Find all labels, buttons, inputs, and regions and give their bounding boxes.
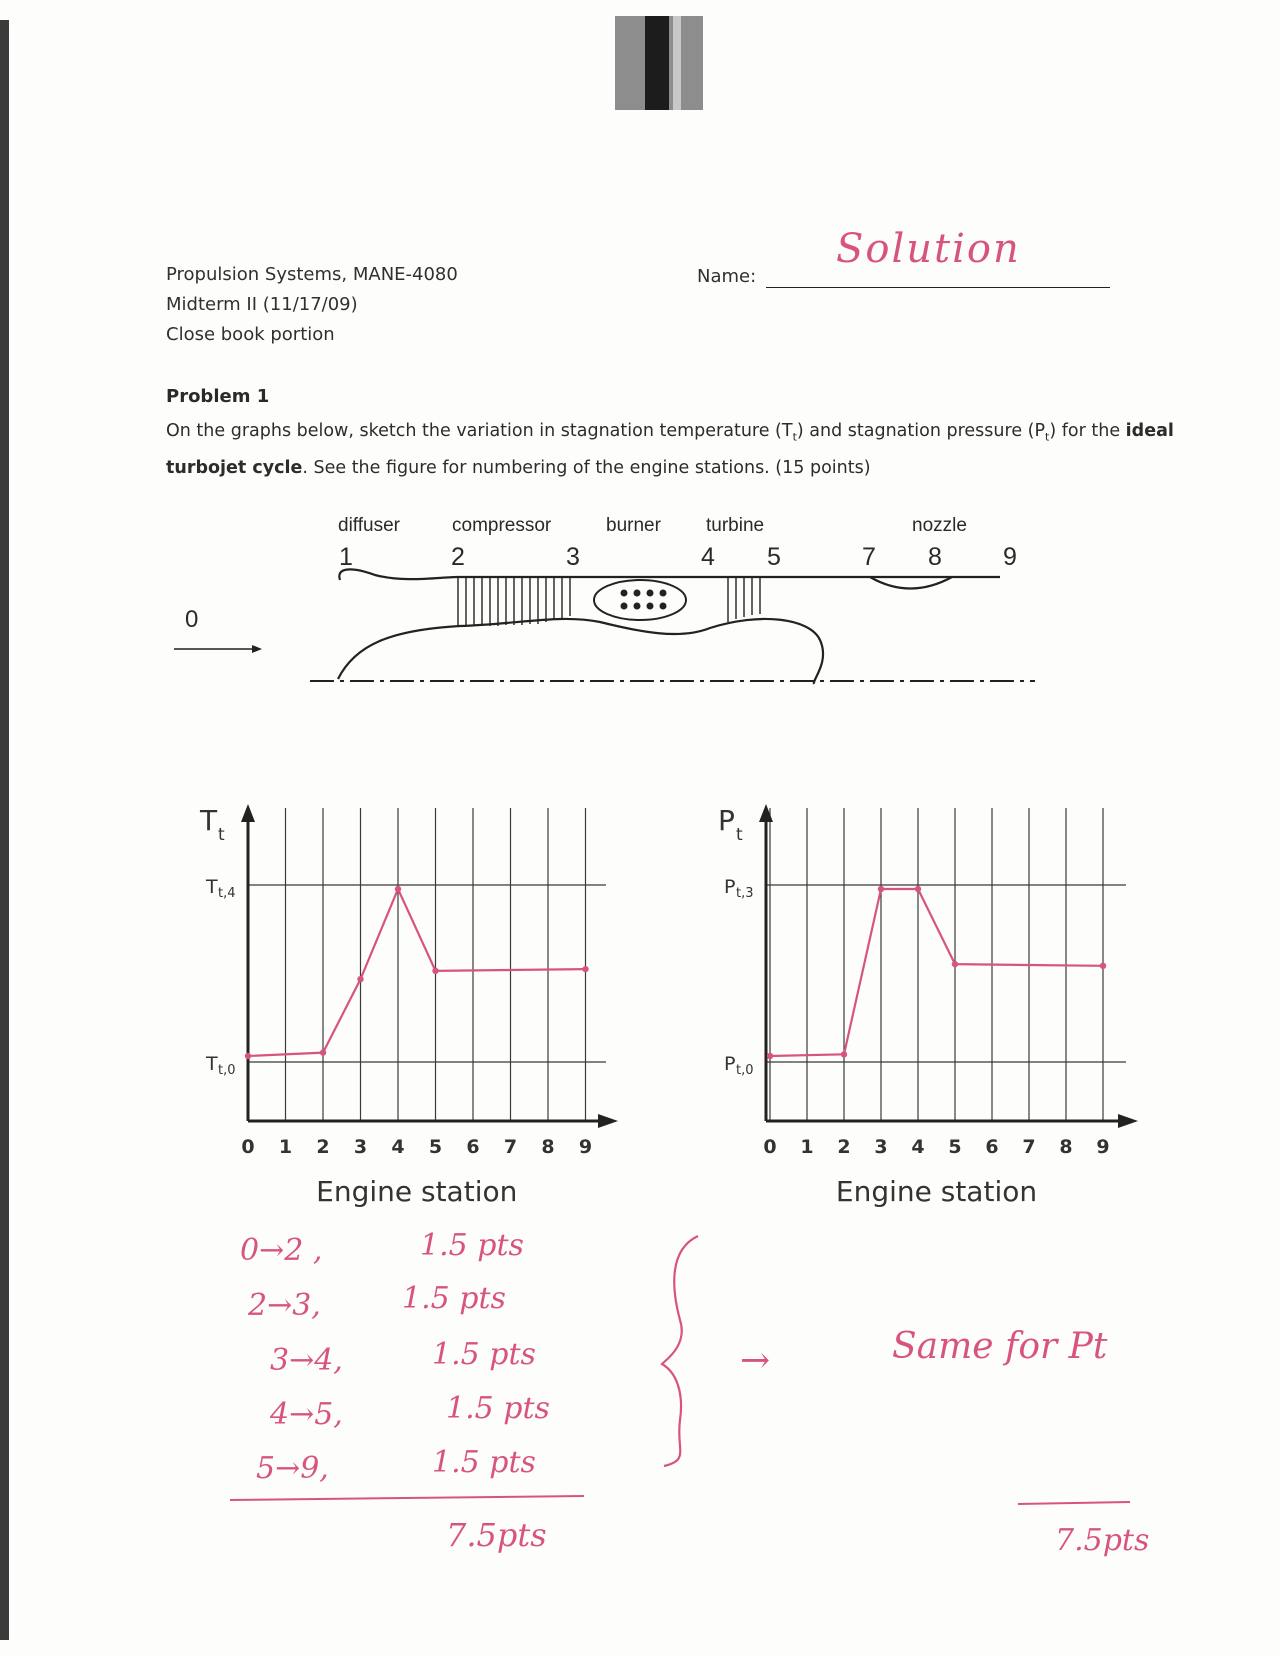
nacelle [339,569,1000,580]
y-tick-1: T [206,1053,218,1075]
y-tick-sub-0: t,3 [736,886,754,901]
grade-total: 7.5pts [1055,1523,1150,1558]
name-value: Solution [836,226,1021,272]
y-axis-arrowhead [759,804,773,822]
x-tick-4: 4 [391,1136,405,1158]
grade-step-3: 3→4, [270,1343,343,1378]
x-tick-0: 0 [763,1136,777,1158]
y-axis-label: P [718,804,735,837]
series-point-3 [915,886,921,892]
series-point-3 [395,886,401,892]
x-axis-arrowhead [598,1114,618,1128]
y-tick-sub-0: t,4 [218,886,236,901]
x-tick-1: 1 [800,1136,814,1158]
series-point-1 [320,1049,326,1055]
x-tick-9: 9 [578,1136,593,1158]
station-5: 5 [767,543,781,571]
station-9: 9 [1003,543,1017,571]
y-tick-0: T [206,876,218,898]
fuel-injectors [621,590,667,610]
turbine-blades [728,577,760,622]
burner-can [594,580,686,620]
exam-portion: Close book portion [166,324,335,345]
x-tick-6: 6 [985,1136,999,1158]
x-tick-1: 1 [278,1136,293,1158]
y-axis-arrowhead [241,804,255,822]
grading-notes [230,1228,1149,1558]
y-axis-label: T [200,804,218,837]
same-arrow: → [740,1340,771,1381]
series-point-1 [841,1051,847,1057]
series-line [248,889,586,1056]
series-point-2 [878,886,884,892]
y-tick-sub-1: t,0 [218,1063,236,1078]
station-3: 3 [566,543,580,571]
chart-pt [718,804,1138,1208]
same-note: Same for Pt [892,1326,1108,1367]
chart-tt [199,804,618,1208]
station-1: 1 [339,543,353,571]
x-tick-5: 5 [948,1136,962,1158]
y-tick-0: P [724,876,736,898]
grade-pts-3: 1.5 pts [432,1337,536,1372]
total-rule [1018,1502,1130,1504]
label-nozzle: nozzle [912,515,967,536]
x-axis-arrowhead [1118,1114,1138,1128]
y-tick-sub-1: t,0 [736,1063,754,1078]
series-point-0 [767,1053,773,1059]
station-2: 2 [451,543,465,571]
y-axis-label-sub: t [736,825,743,845]
series-line [770,889,1103,1056]
engine-diagram [174,515,1035,684]
label-diffuser: diffuser [338,515,400,536]
grade-pts-4: 1.5 pts [446,1391,550,1426]
x-tick-6: 6 [466,1136,480,1158]
x-tick-9: 9 [1096,1136,1110,1158]
exam-title: Midterm II (11/17/09) [166,294,358,315]
x-axis-label: Engine station [316,1175,518,1208]
grade-step-5: 5→9, [256,1451,329,1486]
nozzle-contour [870,577,952,589]
label-burner: burner [606,515,661,536]
x-tick-5: 5 [428,1136,443,1158]
problem-title: Problem 1 [166,386,270,407]
course-title: Propulsion Systems, MANE-4080 [166,264,458,285]
x-tick-8: 8 [1059,1136,1073,1158]
x-tick-7: 7 [503,1136,518,1158]
problem-text: On the graphs below, sketch the variation in stagnation temperature $(T_t)$ and stagnation pressure $(P_t)$ for the ideal turbojet cycle. See the figure for numbering of the engine stations. (15 points) [166,421,1174,478]
grade-pts-2: 1.5 pts [402,1281,506,1316]
x-tick-7: 7 [1022,1136,1036,1158]
grade-step-2: 2→3, [248,1288,321,1323]
series-point-4 [432,968,438,974]
series-point-4 [952,961,958,967]
grade-step-1: 0→2 , [240,1233,323,1268]
series-point-5 [1100,963,1106,969]
station-4: 4 [701,543,715,571]
x-tick-3: 3 [874,1136,888,1158]
x-tick-2: 2 [837,1136,851,1158]
grade-pts-5: 1.5 pts [432,1445,536,1480]
series-point-0 [245,1053,251,1059]
grade-subtotal: 7.5pts [446,1516,547,1554]
y-tick-1: P [724,1053,736,1075]
station-7: 7 [862,543,876,571]
y-axis-label-sub: t [218,825,225,845]
series-point-5 [582,966,588,972]
label-compressor: compressor [452,515,552,536]
freestream-arrowhead [252,645,262,653]
station-8: 8 [928,543,942,571]
grade-pts-1: 1.5 pts [420,1228,524,1263]
name-label: Name: [697,266,757,287]
x-tick-8: 8 [541,1136,555,1158]
x-tick-0: 0 [241,1136,255,1158]
centerbody [338,619,823,684]
x-tick-3: 3 [353,1136,368,1158]
x-tick-2: 2 [316,1136,330,1158]
x-tick-4: 4 [911,1136,925,1158]
station-0: 0 [185,606,199,633]
grade-step-4: 4→5, [270,1397,343,1432]
x-axis-label: Engine station [835,1175,1038,1208]
series-point-2 [357,976,363,982]
label-turbine: turbine [706,515,765,536]
grouping-brace [662,1236,698,1466]
subtotal-rule [230,1496,584,1500]
